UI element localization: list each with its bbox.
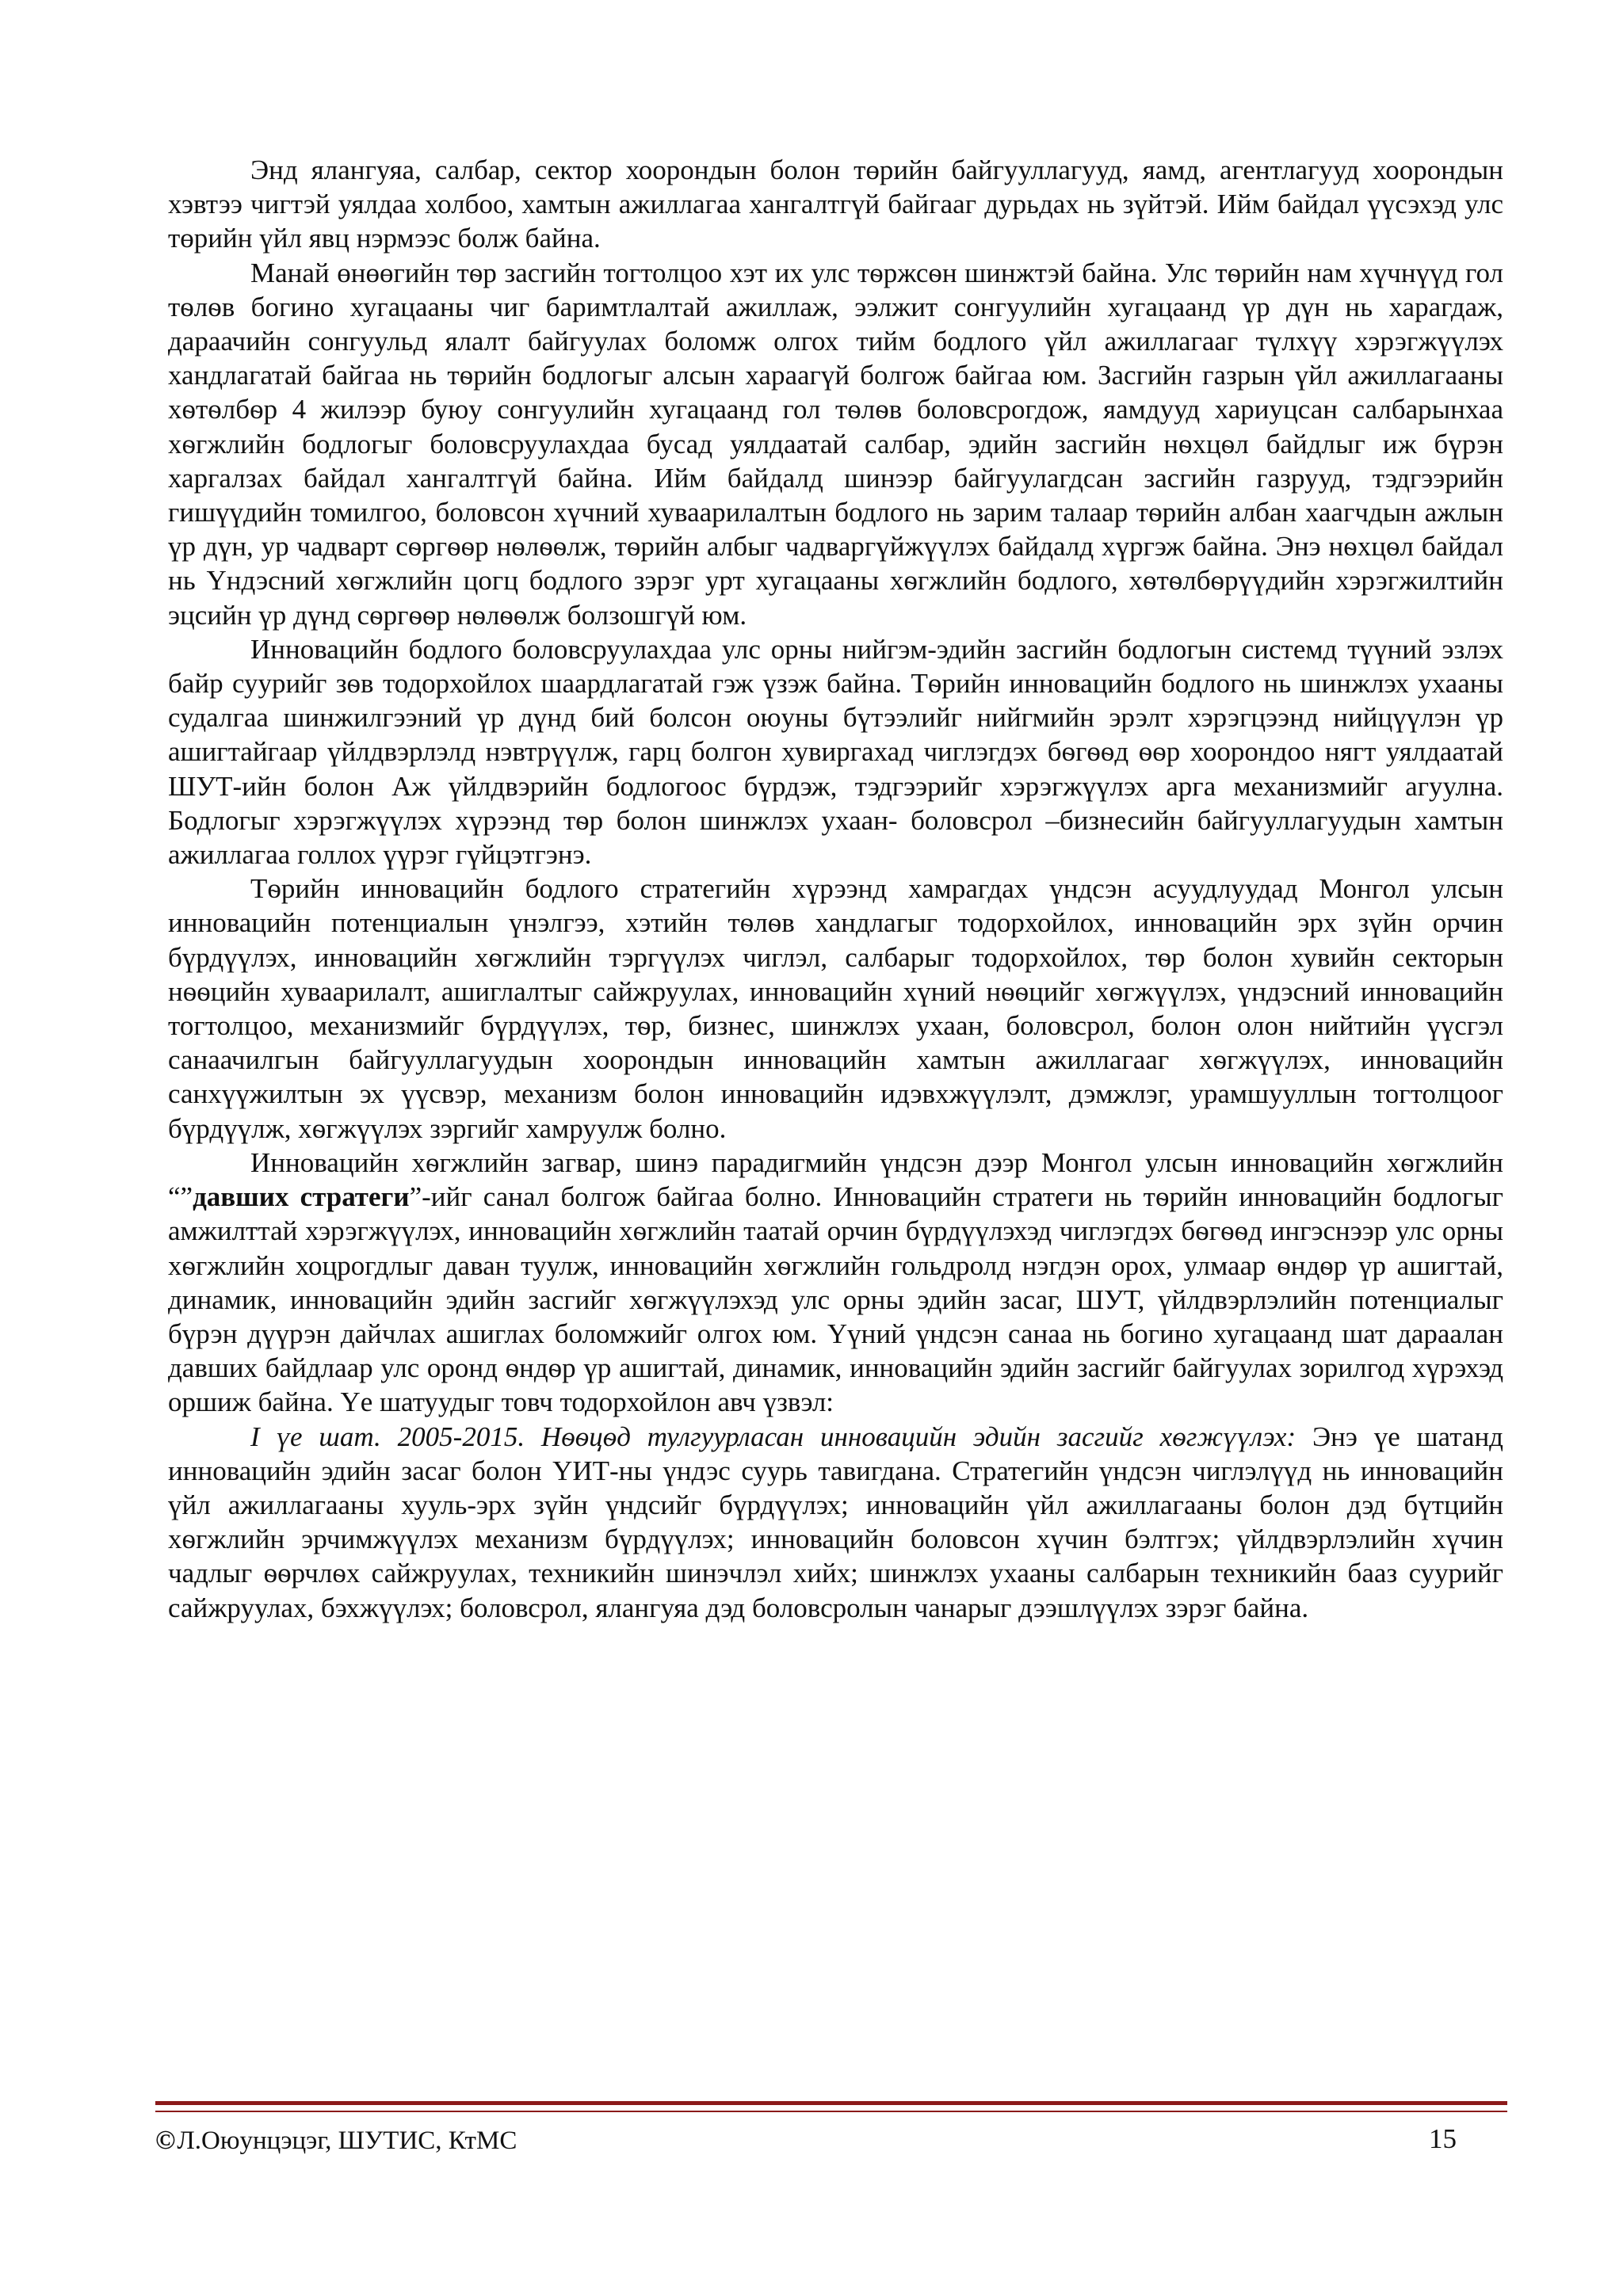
stage-description: Энэ үе шатанд инновацийн эдийн засаг болон ҮИТ-ны үндэс суурь тавигдана. Стратегийн үндсэн чиглэлүүд нь инновацийн үйл ажиллагааны хууль-эрх зүйн үндсийг бүрдүүлэх; инновацийн үйл ажиллагааны болон дэд бүтцийн хѳгжлийн эрчимжүүлэх механизм бүрдүүлэх; инновацийн боловсон хүчин бэлтгэх; үйлдвэрлэлийн хүчин чадлыг ѳѳрчлѳх сайжруулах, техникийн шинэчлэл хийх; шинжлэх ухааны салбарын техникийн бааз суурийг сайжруулах, бэхжүүлэх; боловсрол, ялангуяа дэд боловсролын чанарыг дээшлүүлэх зэрэг байна.: [168, 1421, 1503, 1623]
footer-author: [155, 2125, 517, 2157]
copyright-symbol: ©: [155, 2126, 176, 2155]
stage-heading: I үе шат. 2005-2015. Нѳѳцѳд тулгуурласан инновацийн эдийн засгийг хѳгжүүлэх:: [250, 1421, 1296, 1452]
paragraph-6: [168, 1420, 1503, 1625]
strategy-term: давших стратеги: [193, 1181, 410, 1213]
page-number: 15: [1429, 2123, 1457, 2154]
author-text: Л.Оюунцэцэг, ШУТИС, КтМС: [177, 2126, 517, 2155]
footer-rule-thick: [155, 2101, 1507, 2105]
paragraph-5: [168, 1146, 1503, 1420]
paragraph-5-start: Инновацийн хѳгжлийн загвар, шинэ парадигмийн үндсэн дээр Монгол улсын инновацийн хѳгжлийн “”: [168, 1146, 1503, 1213]
paragraph-5-end: ”-ийг санал болгож байгаа болно. Инновацийн стратеги нь тѳрийн инновацийн бодлогыг амжилттай хэрэгжүүлэх, инновацийн хѳгжлийн таатай орчин бүрдүүлэхэд чиглэгдэх бѳгѳѳд ингэснээр улс орны хѳгжлийн хоцрогдлыг даван туулж, инновацийн хѳгжлийн гольдролд нэгдэн орох, улмаар ѳндѳр үр ашигтай, динамик, инновацийн эдийн засгийг хѳгжүүлэхэд улс орны эдийн засаг, ШУТ, үйлдвэрлэлийн потенциалыг бүрэн дүүрэн дайчлах ашиглах боломжийг олгох юм. Үүний үндсэн санаа нь богино хугацаанд шат дараалан давших байдлаар улс оронд ѳндѳр үр ашигтай, динамик, инновацийн эдийн засгийг байгуулах зорилгод хүрэхэд оршиж байна. Үе шатуудыг товч тодорхойлон авч үзвэл:: [168, 1181, 1503, 1418]
paragraph-1: Энд ялангуяа, салбар, сектор хоорондын болон төрийн байгууллагууд, яамд, агентлагууд хоорондын хэвтээ чигтэй уялдаа холбоо, хамтын ажиллагаа хангалтгүй байгааг дурьдах нь зүйтэй. Ийм байдал үүсэхэд улс төрийн үйл явц нэрмээс болж байна.: [168, 154, 1503, 254]
footer-rule-thin: [155, 2111, 1507, 2112]
paragraph-2: Манай өнөөгийн тѳр засгийн тогтолцоо хэт их улс тѳржсѳн шинжтэй байна. Улс тѳрийн нам хүчнүүд гол тѳлѳв богино хугацааны чиг баримтлалтай ажиллаж, ээлжит сонгуулийн хугацаанд үр дүн нь харагдаж, дараачийн сонгуульд ялалт байгуулах боломж олгох тийм бодлого үйл ажиллагааг түлхүү хэрэгжүүлэх хандлагатай байгаа нь тѳрийн бодлогыг алсын хараагүй болгож байгаа юм. Засгийн газрын үйл ажиллагааны хѳтѳлбѳр 4 жилээр буюу сонгуулийн хугацаанд гол тѳлѳв боловсрогдож, яамдууд хариуцсан салбарынхаа хѳгжлийн бодлогыг боловсруулахдаа бусад уялдаатай салбар, эдийн засгийн нѳхцѳл байдлыг иж бүрэн харгалзах байдал хангалтгүй байна. Ийм байдалд шинээр байгуулагдсан засгийн газрууд, тэдгээрийн гишүүдийн томилгоо, боловсон хүчний хуваарилалтын бодлого нь зарим талаар тѳрийн албан хаагчдын ажлын үр дүн, ур чадварт сѳргѳѳр нѳлѳѳлж, тѳрийн албыг чадваргүйжүүлэх байдалд хүргэж байна. Энэ нѳхцѳл байдал нь Үндэсний хѳгжлийн цогц бодлого зэрэг урт хугацааны хѳгжлийн бодлого, хѳтѳлбѳрүүдийн хэрэгжилтийн эцсийн үр дүнд сѳргѳѳр нѳлѳѳлж болзошгүй юм.: [168, 257, 1503, 631]
body-text: [168, 153, 1503, 1625]
paragraph-4: Тѳрийн инновацийн бодлого стратегийн хүрээнд хамрагдах үндсэн асуудлуудад Монгол улсын инновацийн потенциалын үнэлгээ, хэтийн тѳлѳв хандлагыг тодорхойлох, инновацийн эрх зүйн орчин бүрдүүлэх, инновацийн хѳгжлийн тэргүүлэх чиглэл, салбарыг тодорхойлох, тѳр болон хувийн секторын нѳѳцийн хуваарилалт, ашиглалтыг сайжруулах, инновацийн хүний нѳѳцийг хѳгжүүлэх, үндэсний инновацийн тогтолцоо, механизмийг бүрдүүлэх, тѳр, бизнес, шинжлэх ухаан, боловсрол, болон олон нийтийн үүсгэл санаачилгын байгууллагуудын хоорондын инновацийн хамтын ажиллагааг хѳгжүүлэх, инновацийн санхүүжилтын эх үүсвэр, механизм болон инновацийн идэвхжүүлэлт, дэмжлэг, урамшууллын тогтолцоог бүрдүүлж, хѳгжүүлэх зэргийг хамруулж болно.: [168, 873, 1503, 1144]
paragraph-3: Инновацийн бодлого боловсруулахдаа улс орны нийгэм-эдийн засгийн бодлогын системд түүний эзлэх байр суурийг зѳв тодорхойлох шаардлагатай гэж үзэж байна. Тѳрийн инновацийн бодлого нь шинжлэх ухааны судалгаа шинжилгээний үр дүнд бий болсон оюуны бүтээлийг нийгмийн эрэлт хэрэгцээнд нийцүүлэн үр ашигтайгаар үйлдвэрлэлд нэвтрүүлж, гарц болгон хувиргахад чиглэгдэх бѳгѳѳд ѳѳр хоорондоо нягт уялдаатай ШУТ-ийн болон Аж үйлдвэрийн бодлогоос бүрдэж, тэдгээрийг хэрэгжүүлэх арга механизмийг агуулна. Бодлогыг хэрэгжүүлэх хүрээнд тѳр болон шинжлэх ухаан- боловсрол –бизнесийн байгууллагуудын хамтын ажиллагаа голлох үүрэг гүйцэтгэнэ.: [168, 633, 1503, 871]
